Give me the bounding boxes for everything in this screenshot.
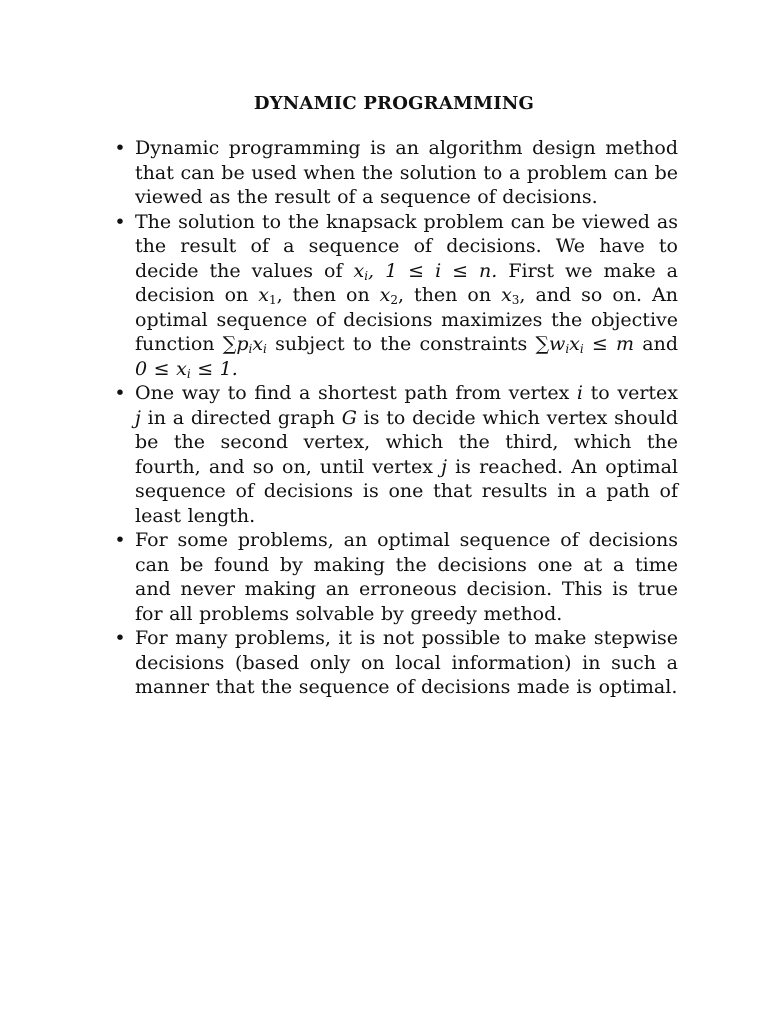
math-sub: 2: [390, 293, 399, 307]
page-title: DYNAMIC PROGRAMMING: [253, 93, 535, 114]
math-x: x: [252, 333, 264, 355]
bullet-text: First we make a decision on: [135, 259, 678, 306]
bullet-text: , then on: [276, 284, 380, 306]
math-g: G: [341, 406, 357, 429]
math-x: x: [353, 259, 365, 282]
bullet-dot-icon: •: [114, 627, 126, 649]
math-range-end: ≤ 1.: [190, 357, 238, 380]
math-sum-w: ∑w: [535, 333, 566, 355]
math-range: , 1 ≤ i ≤ n.: [368, 259, 498, 282]
bullet-dot-icon: •: [114, 137, 126, 159]
math-sub: i: [579, 342, 584, 356]
math-sum-p: ∑p: [222, 333, 249, 355]
math-sub: i: [565, 342, 570, 356]
math-sub: i: [364, 268, 369, 283]
bullet-text: , and so on. An optimal sequence of decisions maximizes the objective function: [135, 284, 678, 355]
bullet-text: One way to find a shortest path from vertex: [135, 382, 577, 404]
math-x2: x: [379, 284, 391, 306]
bullet-text: For some problems, an optimal sequence of decisions can be found by making the decisions one at a time and never making an erroneous decision. This is true for all problems solvable by greedy method.: [135, 529, 678, 625]
bullet-text: to vertex: [583, 382, 678, 404]
math-j: j: [441, 455, 447, 478]
math-j: j: [135, 406, 141, 429]
math-le-m: ≤ m: [583, 333, 635, 355]
math-i: i: [576, 382, 583, 404]
bullet-item-2: [114, 210, 679, 382]
bullet-text: , then on: [398, 284, 502, 306]
bullet-dot-icon: •: [114, 529, 126, 551]
math-sub: i: [248, 342, 253, 356]
bullet-text: Dynamic programming is an algorithm design method that can be used when the solution to a problem can be viewed as the result of a sequence of decisions.: [135, 137, 678, 208]
math-x1: x: [258, 284, 269, 306]
math-range: 0 ≤ x: [135, 357, 187, 380]
math-sub: i: [263, 342, 267, 356]
bullet-list: [114, 136, 679, 700]
math-sub: 1: [269, 293, 277, 307]
math-sub: 3: [511, 293, 520, 307]
bullet-text: For many problems, it is not possible to make stepwise decisions (based only on local information) in such a manner that the sequence of decisions made is optimal.: [135, 627, 678, 698]
bullet-text: in a directed graph: [140, 406, 342, 429]
bullet-item-3: [114, 381, 679, 528]
bullet-dot-icon: •: [114, 382, 126, 404]
bullet-item-5: [114, 626, 678, 700]
bullet-text: is reached. An optimal sequence of decisions is one that results in a path of least length.: [135, 455, 678, 527]
bullet-text: The solution to the knapsack problem can be viewed as the result of a sequence of decisions. We have to decide the values of: [135, 210, 678, 282]
bullet-text: and: [634, 333, 679, 355]
bullet-text: is to decide which vertex should be the second vertex, which the third, which the fourth, and so on, until vertex: [135, 406, 679, 478]
bullet-text: subject to the constraints: [266, 333, 536, 355]
math-x: x: [569, 333, 580, 355]
math-x3: x: [501, 284, 512, 306]
bullet-item-4: [114, 528, 678, 626]
math-sub: i: [186, 366, 191, 381]
bullet-item-1: [114, 136, 678, 210]
bullet-dot-icon: •: [114, 210, 126, 233]
